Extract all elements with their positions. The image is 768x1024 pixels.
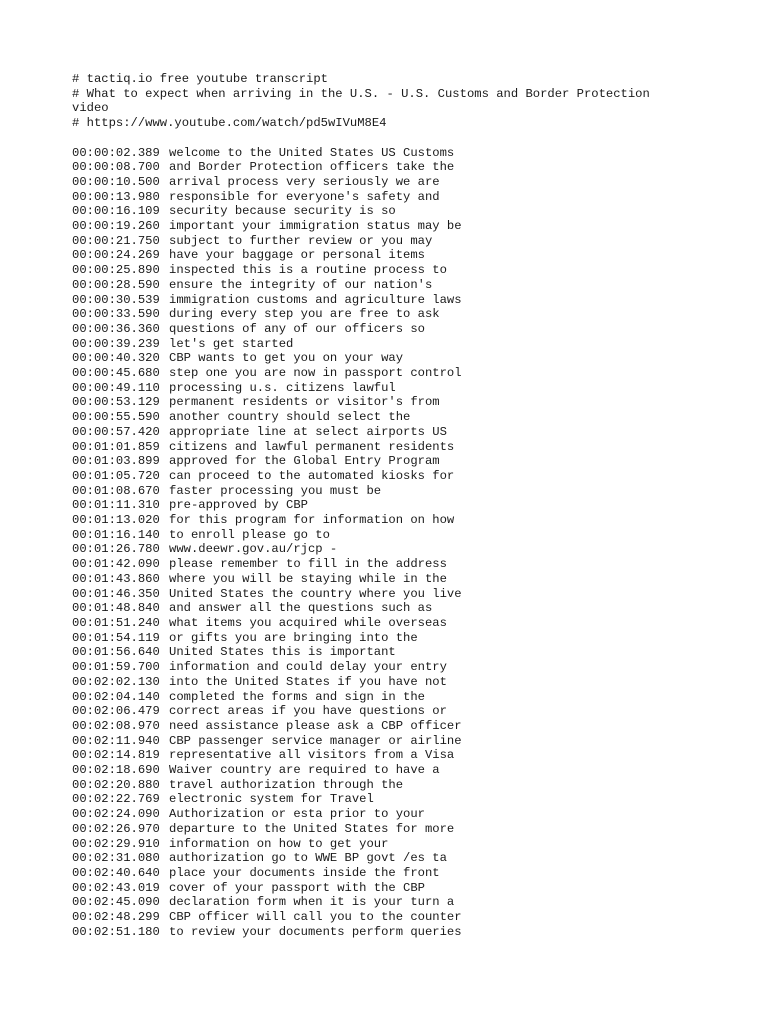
timestamp: 00:02:08.970 (72, 718, 160, 733)
transcript-line (72, 454, 692, 469)
transcript-text: for this program for information on how (169, 513, 455, 528)
transcript-text: cover of your passport with the CBP (169, 880, 425, 895)
timestamp: 00:02:20.880 (72, 777, 160, 792)
transcript-line (72, 337, 692, 352)
timestamp: 00:00:10.500 (72, 174, 160, 189)
transcript-text: can proceed to the automated kiosks for (169, 468, 455, 483)
timestamp: 00:00:36.360 (72, 321, 160, 336)
transcript-line (72, 322, 692, 337)
transcript-line (72, 734, 692, 749)
timestamp: 00:00:55.590 (72, 410, 160, 425)
transcript-text: and Border Protection officers take the (169, 160, 455, 175)
timestamp: 00:00:21.750 (72, 233, 160, 248)
transcript-text: authorization go to WWE BP govt /es ta (169, 851, 447, 866)
transcript-text: place your documents inside the front (169, 865, 440, 880)
transcript-text: correct areas if you have questions or (169, 704, 447, 719)
timestamp: 00:00:45.680 (72, 366, 160, 381)
transcript-line (72, 410, 692, 425)
timestamp: 00:01:01.859 (72, 439, 160, 454)
transcript-line (72, 160, 692, 175)
transcript-text: faster processing you must be (169, 483, 382, 498)
timestamp: 00:00:24.269 (72, 248, 160, 263)
transcript-text: CBP officer will call you to the counter (169, 910, 462, 925)
timestamp: 00:02:02.130 (72, 674, 160, 689)
transcript-document (72, 72, 692, 939)
transcript-text: security because security is so (169, 204, 396, 219)
timestamp: 00:01:56.640 (72, 645, 160, 660)
transcript-text: arrival process very seriously we are (169, 174, 440, 189)
transcript-line (72, 910, 692, 925)
transcript-text: Waiver country are required to have a (169, 763, 440, 778)
header-spacer (72, 131, 692, 146)
transcript-text: declaration form when it is your turn a (169, 895, 455, 910)
transcript-line (72, 542, 692, 557)
transcript-text: responsible for everyone's safety and (169, 189, 440, 204)
transcript-line (72, 587, 692, 602)
transcript-text: into the United States if you have not (169, 674, 447, 689)
transcript-line (72, 822, 692, 837)
timestamp: 00:00:16.109 (72, 204, 160, 219)
transcript-line (72, 807, 692, 822)
transcript-line (72, 146, 692, 161)
transcript-text: departure to the United States for more (169, 821, 455, 836)
timestamp: 00:02:43.019 (72, 880, 160, 895)
timestamp: 00:00:57.420 (72, 424, 160, 439)
transcript-text: please remember to fill in the address (169, 557, 447, 572)
transcript-line (72, 366, 692, 381)
timestamp: 00:00:19.260 (72, 219, 160, 234)
transcript-line (72, 895, 692, 910)
transcript-line (72, 557, 692, 572)
timestamp: 00:02:18.690 (72, 763, 160, 778)
timestamp: 00:00:13.980 (72, 189, 160, 204)
transcript-line (72, 837, 692, 852)
timestamp: 00:00:40.320 (72, 351, 160, 366)
timestamp: 00:00:53.129 (72, 395, 160, 410)
transcript-line (72, 234, 692, 249)
timestamp: 00:02:14.819 (72, 748, 160, 763)
transcript-text: Authorization or esta prior to your (169, 807, 425, 822)
transcript-text: travel authorization through the (169, 777, 404, 792)
transcript-text: another country should select the (169, 410, 411, 425)
transcript-text: step one you are now in passport control (169, 366, 462, 381)
transcript-text: electronic system for Travel (169, 792, 374, 807)
timestamp: 00:02:51.180 (72, 924, 160, 939)
timestamp: 00:00:02.389 (72, 145, 160, 160)
transcript-text: United States the country where you live (169, 586, 462, 601)
transcript-text: citizens and lawful permanent residents (169, 439, 455, 454)
transcript-text: have your baggage or personal items (169, 248, 425, 263)
timestamp: 00:01:08.670 (72, 483, 160, 498)
transcript-line (72, 513, 692, 528)
transcript-line (72, 440, 692, 455)
timestamp: 00:02:04.140 (72, 689, 160, 704)
transcript-text: permanent residents or visitor's from (169, 395, 440, 410)
timestamp: 00:00:30.539 (72, 292, 160, 307)
timestamp: 00:02:29.910 (72, 836, 160, 851)
timestamp: 00:02:31.080 (72, 851, 160, 866)
transcript-text: immigration customs and agriculture laws (169, 292, 462, 307)
transcript-text: during every step you are free to ask (169, 307, 440, 322)
timestamp: 00:00:39.239 (72, 336, 160, 351)
transcript-text: to enroll please go to (169, 527, 330, 542)
transcript-text: to review your documents perform queries (169, 924, 462, 939)
transcript-text: CBP wants to get you on your way (169, 351, 404, 366)
transcript-line (72, 190, 692, 205)
transcript-text: and answer all the questions such as (169, 601, 433, 616)
timestamp: 00:00:49.110 (72, 380, 160, 395)
timestamp: 00:00:08.700 (72, 160, 160, 175)
timestamp: 00:01:48.840 (72, 601, 160, 616)
timestamp: 00:01:05.720 (72, 468, 160, 483)
timestamp: 00:01:03.899 (72, 454, 160, 469)
transcript-line (72, 248, 692, 263)
transcript-line (72, 778, 692, 793)
timestamp: 00:01:46.350 (72, 586, 160, 601)
header-video-url: # https://www.youtube.com/watch/pd5wIVuM8E4 (72, 116, 387, 131)
transcript-text: subject to further review or you may (169, 233, 433, 248)
transcript-line (72, 469, 692, 484)
transcript-line (72, 660, 692, 675)
transcript-text: appropriate line at select airports US (169, 424, 447, 439)
timestamp: 00:02:26.970 (72, 821, 160, 836)
transcript-line (72, 704, 692, 719)
transcript-line (72, 690, 692, 705)
transcript-text: CBP passenger service manager or airline (169, 733, 462, 748)
transcript-line (72, 572, 692, 587)
transcript-line (72, 631, 692, 646)
timestamp: 00:01:43.860 (72, 571, 160, 586)
transcript-line (72, 881, 692, 896)
transcript-line (72, 748, 692, 763)
timestamp: 00:01:42.090 (72, 557, 160, 572)
transcript-text: what items you acquired while overseas (169, 616, 447, 630)
transcript-text: important your immigration status may be (169, 219, 462, 234)
timestamp: 00:00:25.890 (72, 263, 160, 278)
transcript-line (72, 792, 692, 807)
timestamp: 00:00:33.590 (72, 307, 160, 322)
transcript-text: pre-approved by CBP (169, 498, 308, 513)
transcript-text: information and could delay your entry (169, 660, 447, 675)
transcript-line (72, 645, 692, 660)
header-video-title: # What to expect when arriving in the U.S. - U.S. Customs and Border Protection video (72, 86, 658, 116)
transcript-line (72, 851, 692, 866)
timestamp: 00:00:28.590 (72, 277, 160, 292)
transcript-line (72, 381, 692, 396)
timestamp: 00:01:13.020 (72, 513, 160, 528)
transcript-text: www.deewr.gov.au/rjcp - (169, 542, 338, 557)
transcript-text: inspected this is a routine process to (169, 263, 447, 278)
transcript-text: or gifts you are bringing into the (169, 630, 418, 645)
transcript-line (72, 278, 692, 293)
timestamp: 00:02:45.090 (72, 895, 160, 910)
transcript-text: where you will be staying while in the (169, 571, 447, 586)
transcript-line (72, 925, 692, 940)
transcript-text: approved for the Global Entry Program (169, 454, 440, 469)
transcript-text: ensure the integrity of our nation's (169, 277, 433, 292)
transcript-line (72, 601, 692, 616)
timestamp: 00:01:59.700 (72, 660, 160, 675)
transcript-line (72, 204, 692, 219)
transcript-line (72, 175, 692, 190)
transcript-text: processing u.s. citizens lawful (169, 380, 396, 395)
timestamp: 00:01:11.310 (72, 498, 160, 513)
timestamp: 00:02:22.769 (72, 792, 160, 807)
transcript-text: United States this is important (169, 645, 396, 660)
timestamp: 00:01:16.140 (72, 527, 160, 542)
transcript-line (72, 528, 692, 543)
transcript-line (72, 293, 692, 308)
transcript-text: let's get started (169, 336, 294, 351)
transcript-line (72, 763, 692, 778)
transcript-line (72, 498, 692, 513)
transcript-line (72, 616, 692, 631)
timestamp: 00:02:24.090 (72, 807, 160, 822)
transcript-text: information on how to get your (169, 836, 389, 851)
transcript-list (72, 146, 692, 940)
transcript-text: questions of any of our officers so (169, 321, 425, 336)
timestamp: 00:01:54.119 (72, 630, 160, 645)
timestamp: 00:01:26.780 (72, 542, 160, 557)
transcript-text: completed the forms and sign in the (169, 689, 425, 704)
transcript-line (72, 484, 692, 499)
timestamp: 00:02:06.479 (72, 704, 160, 719)
transcript-line (72, 351, 692, 366)
transcript-line (72, 307, 692, 322)
transcript-text: need assistance please ask a CBP officer (169, 718, 462, 733)
timestamp: 00:02:11.940 (72, 733, 160, 748)
timestamp: 00:01:51.240 (72, 616, 160, 630)
transcript-line (72, 219, 692, 234)
timestamp: 00:02:40.640 (72, 865, 160, 880)
transcript-line (72, 425, 692, 440)
header-title: # tactiq.io free youtube transcript (72, 72, 328, 86)
transcript-text: welcome to the United States US Customs (169, 145, 455, 160)
transcript-line (72, 395, 692, 410)
transcript-line (72, 866, 692, 881)
transcript-line (72, 719, 692, 734)
transcript-line (72, 675, 692, 690)
timestamp: 00:02:48.299 (72, 910, 160, 925)
transcript-text: representative all visitors from a Visa (169, 748, 455, 763)
transcript-line (72, 263, 692, 278)
